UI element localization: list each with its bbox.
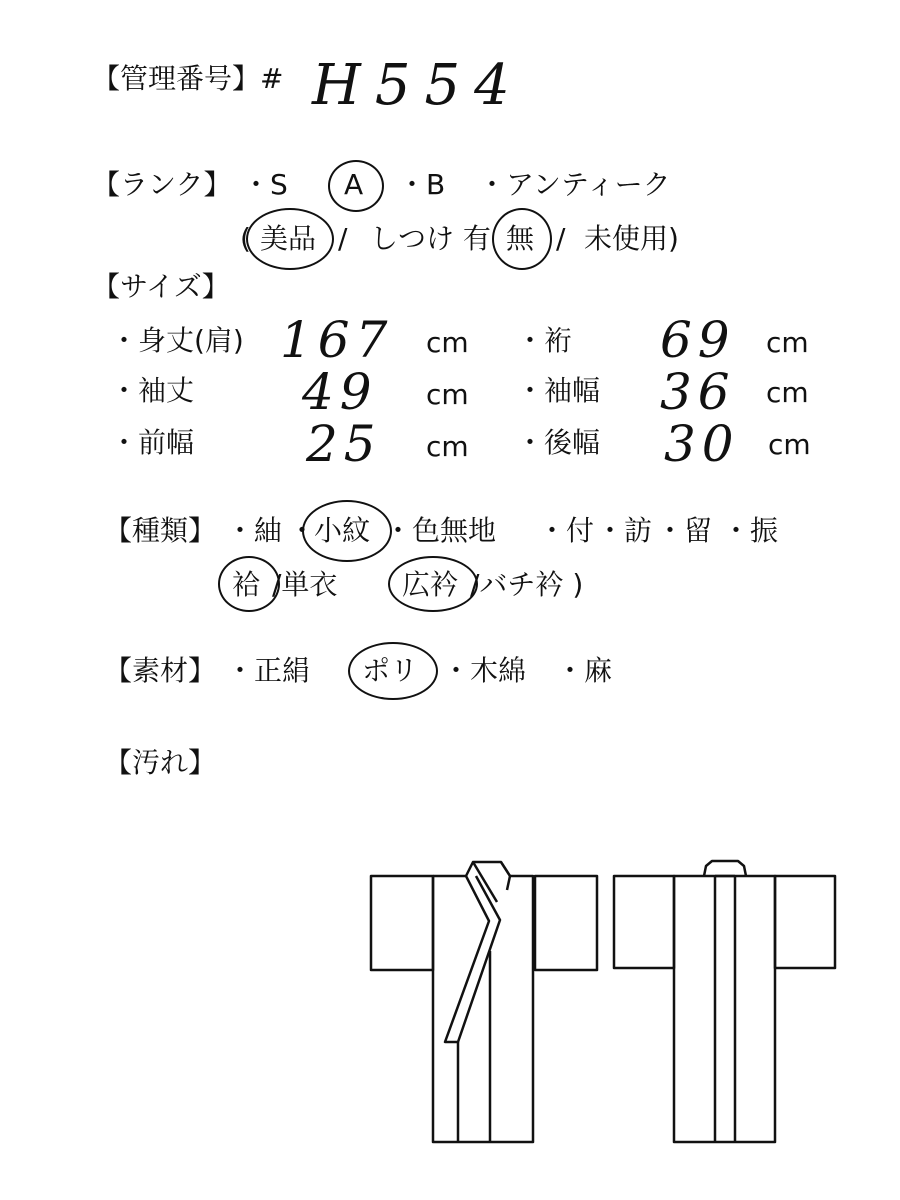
size-row3-right-unit: cm xyxy=(768,428,811,461)
size-row3-right-label: ・後幅 xyxy=(516,426,601,459)
size-row3-right-value: 30 xyxy=(664,415,740,473)
kind-option-tsumugi: ・紬 xyxy=(226,514,283,547)
size-row3-left-unit: cm xyxy=(426,430,469,463)
rank-option-b: ・B xyxy=(398,168,446,201)
condition-beautiful: 美品 xyxy=(260,222,317,255)
kind-collar-hiroeri: 広衿 xyxy=(402,568,459,601)
kind-bullet-komon: ・ xyxy=(288,514,317,547)
size-row3-left-label: ・前幅 xyxy=(110,426,195,459)
size-row2-left-unit: cm xyxy=(426,378,469,411)
size-row1-left-unit: cm xyxy=(426,326,469,359)
size-row2-right-unit: cm xyxy=(766,376,809,409)
kind-option-tsuke: ・付 xyxy=(538,514,595,547)
rank-option-antique: ・アンティーク xyxy=(478,168,671,201)
size-row1-left-value: 167 xyxy=(280,311,394,369)
kind-label: 【種類】 xyxy=(104,514,217,547)
kind-option-komon: 小紋 xyxy=(314,514,371,547)
condition-separator-2: / xyxy=(556,222,566,255)
size-row1-right-value: 69 xyxy=(660,311,736,369)
rank-label: 【ランク】 xyxy=(92,168,232,201)
size-row1-left-label: ・身丈(肩) xyxy=(110,324,244,357)
rank-option-s: ・S xyxy=(242,168,288,201)
material-option-silk: ・正絹 xyxy=(226,654,311,687)
kind-option-iromuji: ・色無地 xyxy=(384,514,497,547)
stain-label: 【汚れ】 xyxy=(104,746,217,779)
management-label: 【管理番号】# xyxy=(92,62,284,95)
size-label: 【サイズ】 xyxy=(92,270,230,303)
material-option-hemp: ・麻 xyxy=(556,654,613,687)
condition-open-paren: ( xyxy=(240,222,251,255)
kind-lining-awase: 袷 xyxy=(232,568,261,601)
condition-unused: 未使用) xyxy=(584,222,679,255)
size-row2-left-value: 49 xyxy=(302,363,378,421)
size-row1-right-label: ・裄 xyxy=(516,324,573,357)
size-row3-left-value: 25 xyxy=(306,415,382,473)
condition-separator-1: / xyxy=(338,222,348,255)
size-row1-right-unit: cm xyxy=(766,326,809,359)
condition-shitsuke-label: しつけ 有 xyxy=(370,222,491,255)
size-row2-right-label: ・袖幅 xyxy=(516,374,601,407)
material-option-cotton: ・木綿 xyxy=(442,654,527,687)
kind-lining-rest: /単衣 xyxy=(272,568,338,601)
back-body xyxy=(674,876,775,1142)
size-row2-right-value: 36 xyxy=(660,363,736,421)
kind-option-houmon: ・訪 xyxy=(596,514,653,547)
management-number: H554 xyxy=(312,53,524,118)
size-row2-left-label: ・袖丈 xyxy=(110,374,195,407)
back-collar xyxy=(704,861,746,876)
back-right-sleeve xyxy=(775,876,835,968)
material-option-poly: ポリ xyxy=(362,654,419,687)
kind-option-furi: ・振 xyxy=(722,514,779,547)
material-label: 【素材】 xyxy=(104,654,217,687)
kind-collar-rest: /バチ衿 ) xyxy=(470,568,584,601)
back-left-sleeve xyxy=(614,876,674,968)
condition-shitsuke-none: 無 xyxy=(506,222,535,255)
kind-option-tome: ・留 xyxy=(656,514,713,547)
rank-option-a: A xyxy=(344,168,364,201)
